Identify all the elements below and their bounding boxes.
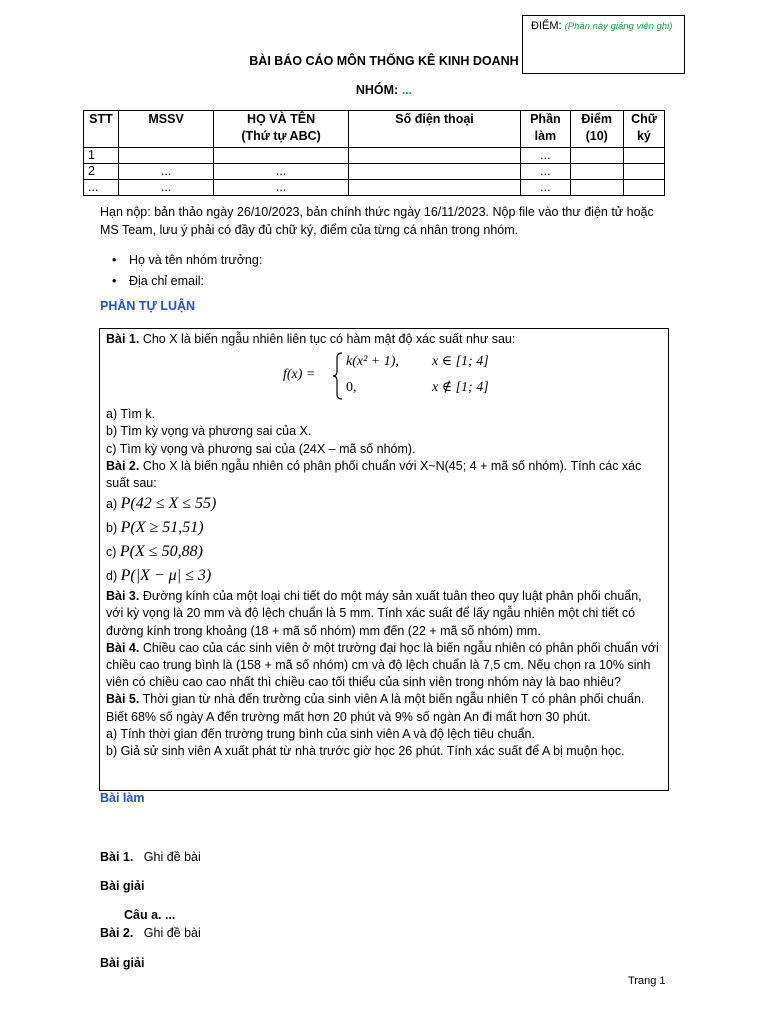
cell-phone bbox=[348, 164, 520, 180]
bai1-item-a: a) Tìm k. bbox=[106, 407, 156, 422]
members-table bbox=[83, 110, 665, 196]
bai1-item-b: b) Tìm kỳ vọng và phương sai của X. bbox=[106, 424, 312, 439]
cell-name: ... bbox=[214, 180, 348, 196]
bai2-item-a: a) P(42 ≤ X ≤ 55) bbox=[106, 495, 217, 513]
answer-title: Bài làm bbox=[100, 791, 145, 805]
group-line bbox=[0, 83, 768, 97]
cell-part: ... bbox=[521, 180, 570, 196]
cell-name: ... bbox=[214, 164, 348, 180]
col-sign: Chữ ký bbox=[623, 111, 664, 148]
deadline-text: Hạn nộp: bản thảo ngày 26/10/2023, bản chính thức ngày 16/11/2023. Nộp file vào thư điện tử hoặc MS Team, lưu ý phải có đầy đủ chữ ký, điểm của từng cá nhân trong nhóm. bbox=[100, 205, 654, 237]
bai5-text: Bài 5. Thời gian từ nhà đến trường của sinh viên A là một biến ngẫu nhiên T có phân phối chuẩn. Biết 68% số ngày A đến trường mất hơn 20 phút và 9% số ngàn An đi mất hơn 30 phút. bbox=[106, 692, 645, 724]
answer-solution-2: Bài giải bbox=[100, 956, 145, 970]
group-label: NHÓM: bbox=[355, 83, 399, 97]
group-value: ... bbox=[401, 83, 413, 97]
density-formula: f(x) = k(x² + 1), x ∈ [1; 4] 0, x ∉ [1; 4] bbox=[106, 350, 662, 402]
cell-stt: ... bbox=[84, 180, 119, 196]
cell-mssv: ... bbox=[118, 180, 213, 196]
col-phone: Số điện thoại bbox=[348, 111, 520, 148]
col-part: Phần làm bbox=[521, 111, 570, 148]
exercise-box bbox=[99, 328, 669, 791]
table-row bbox=[84, 164, 665, 180]
page-number: Trang 1 bbox=[628, 975, 666, 987]
cell-score bbox=[570, 180, 623, 196]
table-row bbox=[84, 148, 665, 164]
cell-score bbox=[570, 148, 623, 164]
score-note: (Phần này giảng viên ghi) bbox=[564, 21, 673, 32]
col-score: Điểm (10) bbox=[570, 111, 623, 148]
bai5-item-b: b) Giả sử sinh viên A xuất phát từ nhà trước giờ học 26 phút. Tính xác suất để A bị muộn học. bbox=[106, 744, 625, 759]
section-title: PHẦN TỰ LUẬN bbox=[100, 299, 196, 313]
bai3-text: Bài 3. Đường kính của một loại chi tiết do một máy sản xuất tuân theo quy luật phân phối chuẩn, với kỳ vọng là 20 mm và độ lệch chuẩn là 5 mm. Tính xác suất để lấy ngẫu nhiên một chi tiết có đường kính trong khoảng (18 + mã số nhóm) mm đến (22 + mã số nhóm) mm. bbox=[106, 589, 642, 638]
answer-cau-a: Câu a. ... bbox=[124, 908, 176, 922]
table-row bbox=[84, 180, 665, 196]
cell-stt: 2 bbox=[84, 164, 119, 180]
bai5-item-a: a) Tính thời gian đến trường trung bình của sinh viên A và độ lệch tiêu chuẩn. bbox=[106, 726, 535, 741]
bullet-leader: • Họ và tên nhóm trưởng: bbox=[112, 251, 262, 269]
answer-solution-1: Bài giải bbox=[100, 879, 145, 893]
col-stt: STT bbox=[84, 111, 119, 148]
bullet-email: • Địa chỉ email: bbox=[112, 272, 204, 290]
table-header-row bbox=[84, 111, 665, 148]
col-name: HỌ VÀ TÊN (Thứ tự ABC) bbox=[214, 111, 348, 148]
cell-sign bbox=[623, 148, 664, 164]
bai4-text: Bài 4. Chiều cao của các sinh viên ở một trường đại học là biến ngẫu nhiên có phân phối chuẩn với chiều cao trung bình là (158 + mã số nhóm) cm và độ lệch chuẩn là 7,5 cm. Nếu chọn ra 10% sinh viên có chiều cao cao nhất thì chiều cao tối thiểu của sinh viên trong nhóm này là bao nhiêu? bbox=[106, 640, 659, 690]
bai2-intro: Bài 2. Cho X là biến ngẫu nhiên có phân phối chuẩn với X~N(45; 4 + mã số nhóm). Tính các xác suất sau: bbox=[106, 458, 642, 491]
cell-phone bbox=[348, 180, 520, 196]
cell-stt: 1 bbox=[84, 148, 119, 164]
answer-bai2: Bài 2. Ghi đề bài bbox=[100, 926, 201, 940]
col-mssv: MSSV bbox=[118, 111, 213, 148]
bai2-item-b: b) P(X ≥ 51,51) bbox=[106, 519, 204, 537]
document-title: BÀI BÁO CÁO MÔN THỐNG KÊ KINH DOANH bbox=[249, 54, 519, 68]
bai2-item-c: c) P(X ≤ 50,88) bbox=[106, 543, 203, 561]
bai1-intro: Bài 1. Cho X là biến ngẫu nhiên liên tục có hàm mật độ xác suất như sau: bbox=[106, 332, 516, 346]
cell-part: ... bbox=[521, 148, 570, 164]
cell-mssv bbox=[118, 148, 213, 164]
cell-phone bbox=[348, 148, 520, 164]
bai1-item-c: c) Tìm kỳ vọng và phương sai của (24X – mã số nhóm). bbox=[106, 441, 416, 456]
cell-mssv: ... bbox=[118, 164, 213, 180]
score-label: ĐIỂM: bbox=[531, 20, 562, 32]
cell-score bbox=[570, 164, 623, 180]
cell-sign bbox=[623, 164, 664, 180]
cell-sign bbox=[623, 180, 664, 196]
answer-bai1: Bài 1. Ghi đề bài bbox=[100, 850, 201, 864]
bai2-item-d: d) P(|X − μ| ≤ 3) bbox=[106, 567, 212, 585]
cell-name bbox=[214, 148, 348, 164]
brace-icon bbox=[332, 352, 344, 400]
cell-part: ... bbox=[521, 164, 570, 180]
